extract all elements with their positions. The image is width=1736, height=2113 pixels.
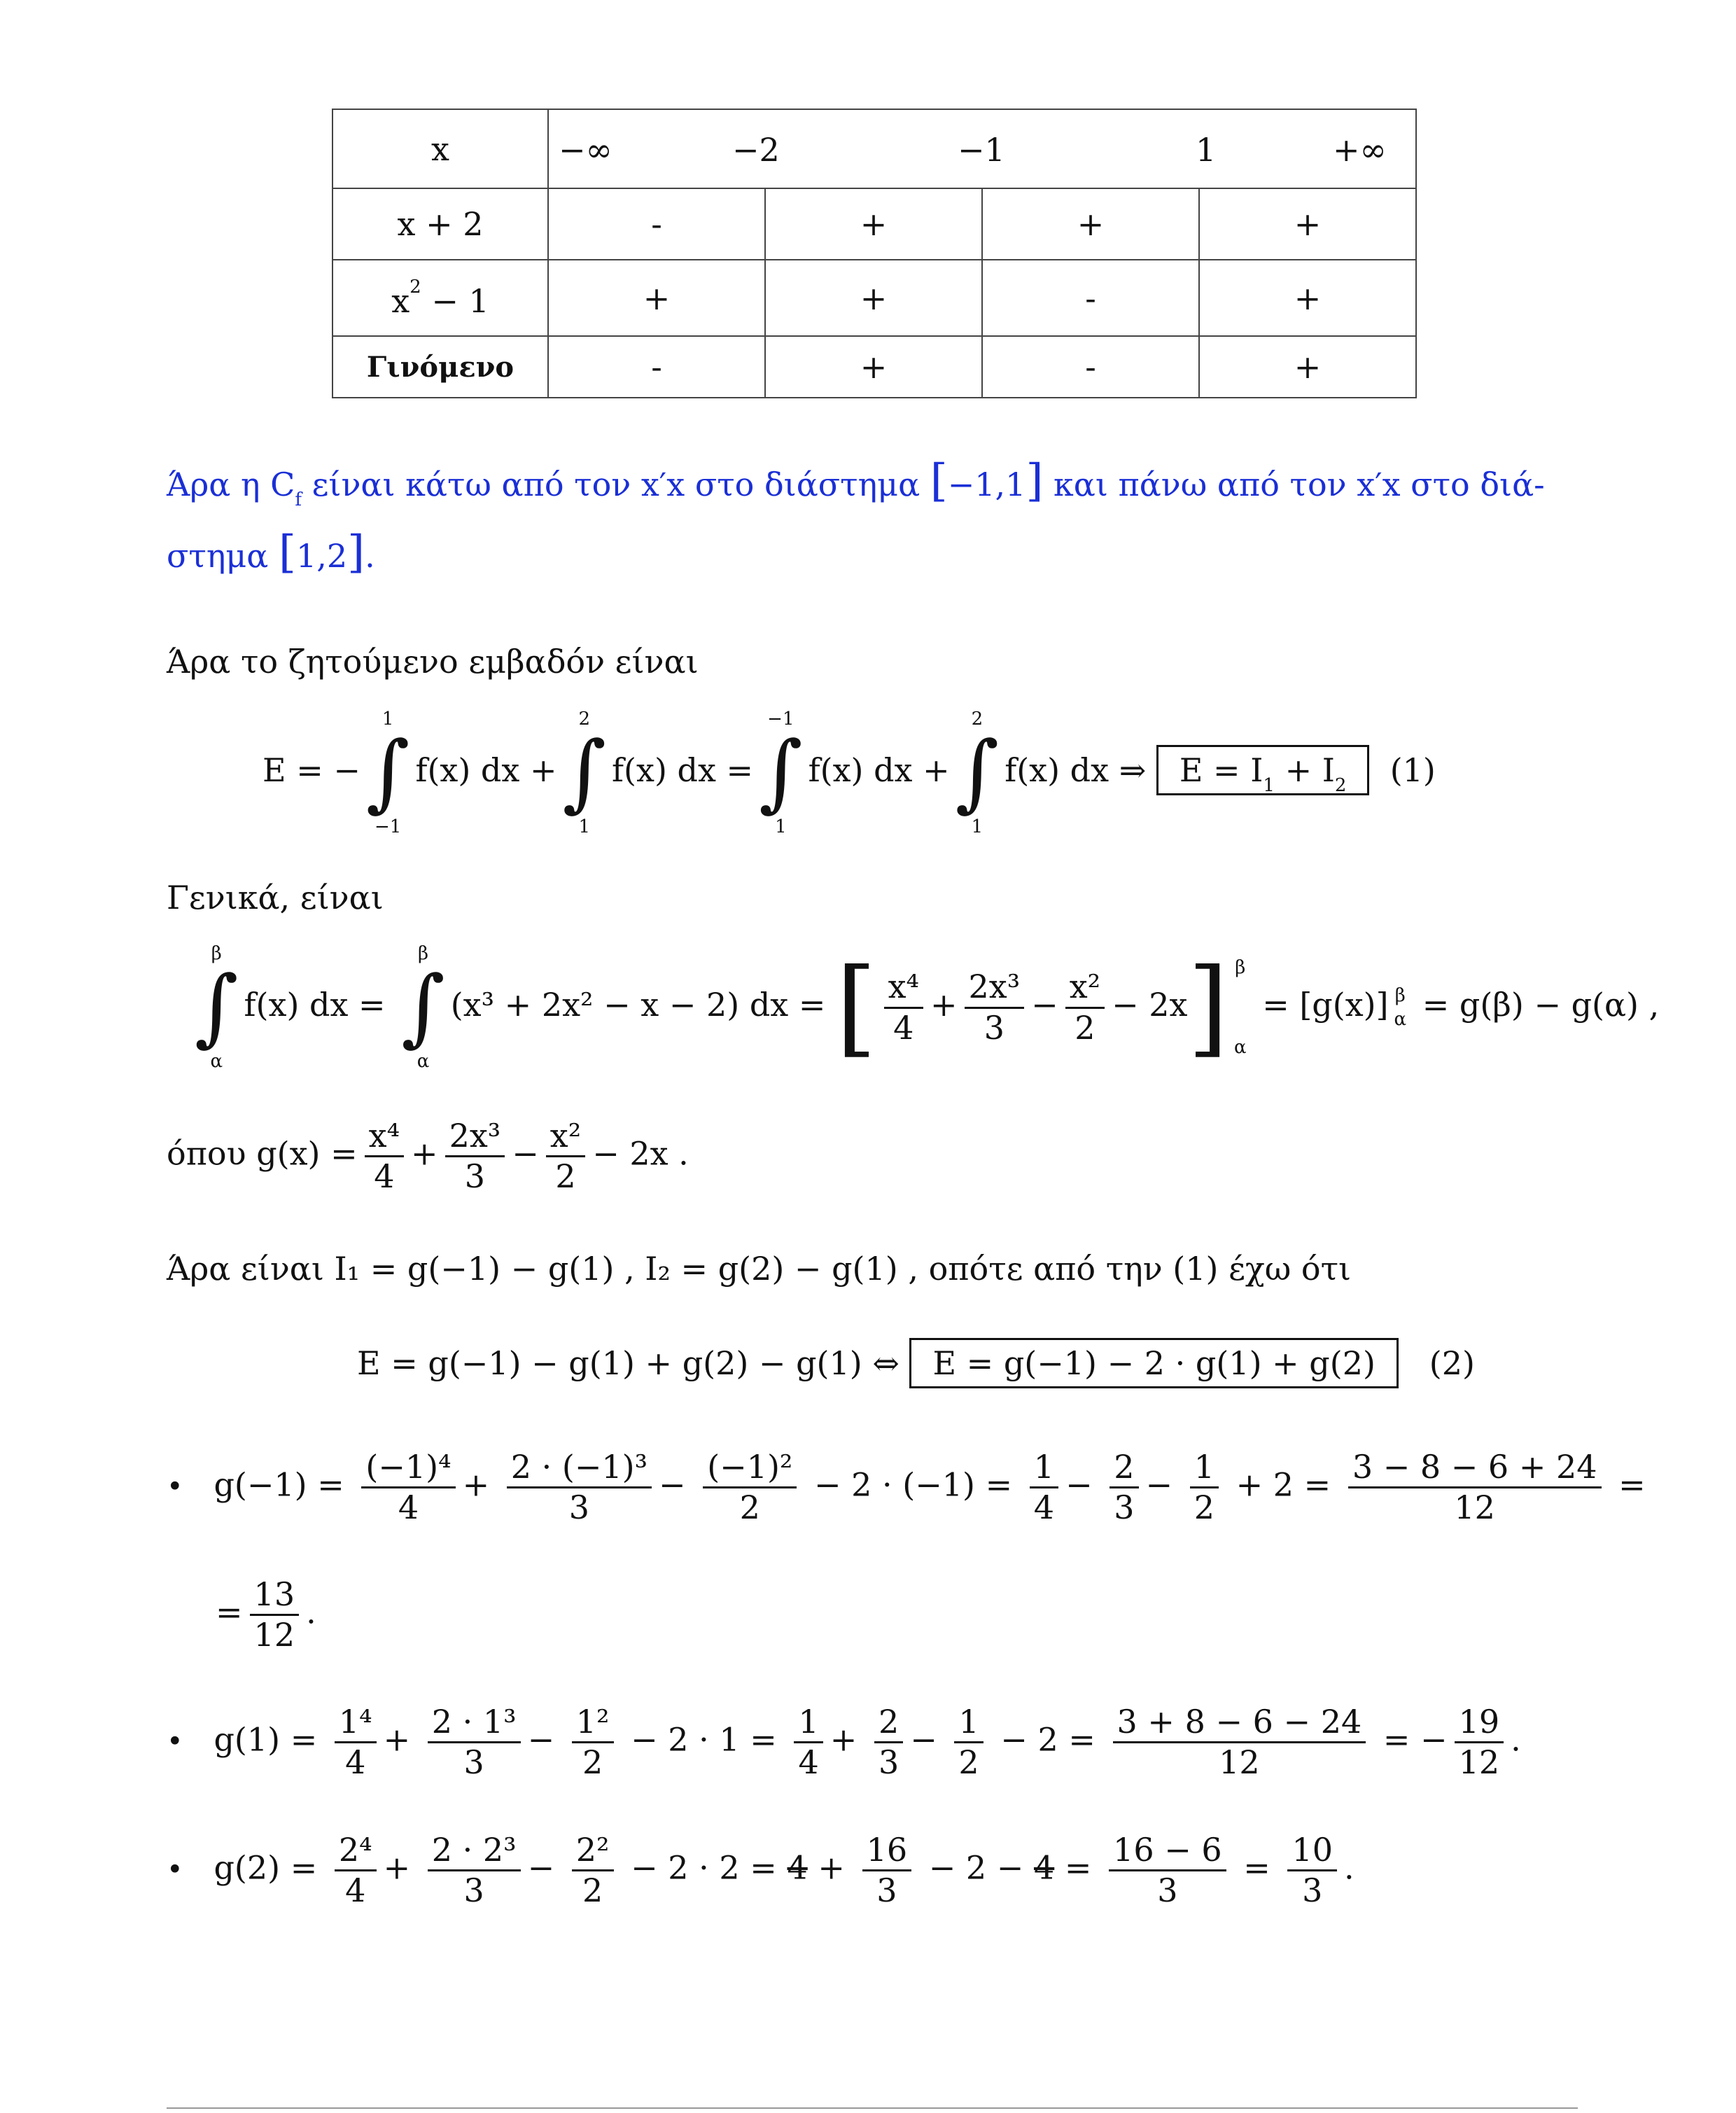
bullet-icon: •	[167, 1725, 183, 1758]
sign-cell: +	[1199, 188, 1416, 260]
sign-table-x-values	[548, 109, 1416, 188]
cancelled-term: 4	[1033, 1848, 1055, 1887]
conclusion-line-2: στημα [1,2].	[167, 526, 375, 578]
boxed-result-2: E = g(−1) − 2 · g(1) + g(2)	[909, 1338, 1398, 1388]
x-value: 1	[1196, 131, 1217, 169]
x-value: −∞	[559, 131, 612, 169]
g-definition: όπου g(x) = $\frac{\text{x⁴}}{4}$ + $\frac{\text{2x³}}{3}$ − $\frac{\text{x²}}{2}$ − 2x .	[167, 1117, 689, 1196]
equation-tag: (2)	[1429, 1344, 1475, 1382]
g-2-line: • g(2) = $\frac{\text{2⁴}}{4}$ + $\frac{\text{2 · 2³}}{3}$ − $\frac{\text{2²}}{2}$ − 2 · 2 = 4 + $\frac{16}{3}$ − 2 − 4 = $\frac{16 - 6}{3}$ = $\frac{10}{3}$ .	[167, 1831, 1354, 1910]
row-label: Γινόμενο	[332, 336, 548, 398]
row-label: $x^2 - 1$	[332, 260, 548, 336]
integrals-line: Άρα είναι I₁ = g(−1) − g(1) , I₂ = g(2) − g(1) , οπότε από την (1) έχω ότι	[167, 1250, 1352, 1288]
area-intro: Άρα το ζητούμενο εμβαδόν είναι	[167, 643, 699, 681]
g-minus-1-result: = $\frac{13}{12}$ .	[216, 1575, 316, 1654]
sign-cell: +	[765, 260, 982, 336]
bullet-icon: •	[167, 1470, 183, 1503]
integral-3: −1 ∫ 1	[759, 709, 803, 837]
sign-cell: +	[548, 260, 765, 336]
row-label: x + 2	[332, 188, 548, 260]
sign-table-x-label: x	[332, 109, 548, 188]
sign-table	[332, 109, 1417, 398]
g-1-line: • g(1) = $\frac{\text{1⁴}}{4}$ + $\frac{\text{2 · 1³}}{3}$ − $\frac{\text{1²}}{2}$ − 2 · 1 = $\frac{1}{4}$ + $\frac{2}{3}$ − $\frac{1}{2}$ − 2 = $\frac{3 + 8 - 6 - 24}{12}$ = − $\frac{19}{12}$ .	[167, 1703, 1521, 1782]
g-minus-1-line: • g(−1) = $\frac{\text{(−1)⁴}}{4}$ + $\frac{\text{2 · (−1)³}}{3}$ − $\frac{\text{(−1)²}}{2}$ − 2 · (−1) = $\frac{1}{4}$ − $\frac{2}{3}$ − $\frac{1}{2}$ + 2 = $\frac{3 - 8 - 6 + 24}{12}$ =	[167, 1448, 1646, 1527]
integral-1: 1 ∫ −1	[365, 709, 410, 837]
bullet-icon: •	[167, 1853, 183, 1886]
sign-cell: +	[1199, 336, 1416, 398]
integral-4: 2 ∫ 1	[955, 709, 1000, 837]
sign-cell: +	[765, 188, 982, 260]
boxed-result-1: $E = I_1 + I_2$	[1156, 745, 1370, 795]
cancelled-term: 4	[787, 1848, 808, 1887]
equation-2: E = g(−1) − g(1) + g(2) − g(1) ⇔ E = g(−1) − 2 · g(1) + g(2) (2)	[357, 1344, 1475, 1382]
sign-cell: -	[982, 260, 1199, 336]
conclusion-line-1: Άρα η $C_f$ είναι κάτω από τον x′x στο διάστημα [−1,1] και πάνω από τον x′x στο διά-	[167, 455, 1545, 510]
equation-tag: (1)	[1390, 751, 1436, 789]
x-value: −1	[958, 131, 1005, 169]
general-equation: β ∫ α f(x) dx = β ∫ α (x³ + 2x² − x − 2) dx = [ $\frac{\text{x⁴}}{4}$ + $\frac{\text{2x³}}{3}$ − $\frac{\text{x²}}{2}$ − 2x] β α = [g(x)] β α = g(β) − g(α) ,	[195, 943, 1660, 1072]
x-value: −2	[732, 131, 780, 169]
x-value: +∞	[1333, 131, 1387, 169]
integral-2: 2 ∫ 1	[562, 709, 607, 837]
sign-cell: +	[982, 188, 1199, 260]
sign-cell: +	[1199, 260, 1416, 336]
sign-cell: +	[765, 336, 982, 398]
footer-divider	[167, 2107, 1578, 2109]
general-intro: Γενικά, είναι	[167, 879, 384, 916]
sign-cell: -	[548, 188, 765, 260]
area-equation: E = − 1 ∫ −1 f(x) dx + 2 ∫ 1 f(x) dx = −1 ∫ 1 f(x) dx + 2 ∫ 1 f(x) dx ⇒ $E = I_1 + I_2$ (1)	[262, 709, 1436, 837]
sign-cell: -	[548, 336, 765, 398]
sign-cell: -	[982, 336, 1199, 398]
